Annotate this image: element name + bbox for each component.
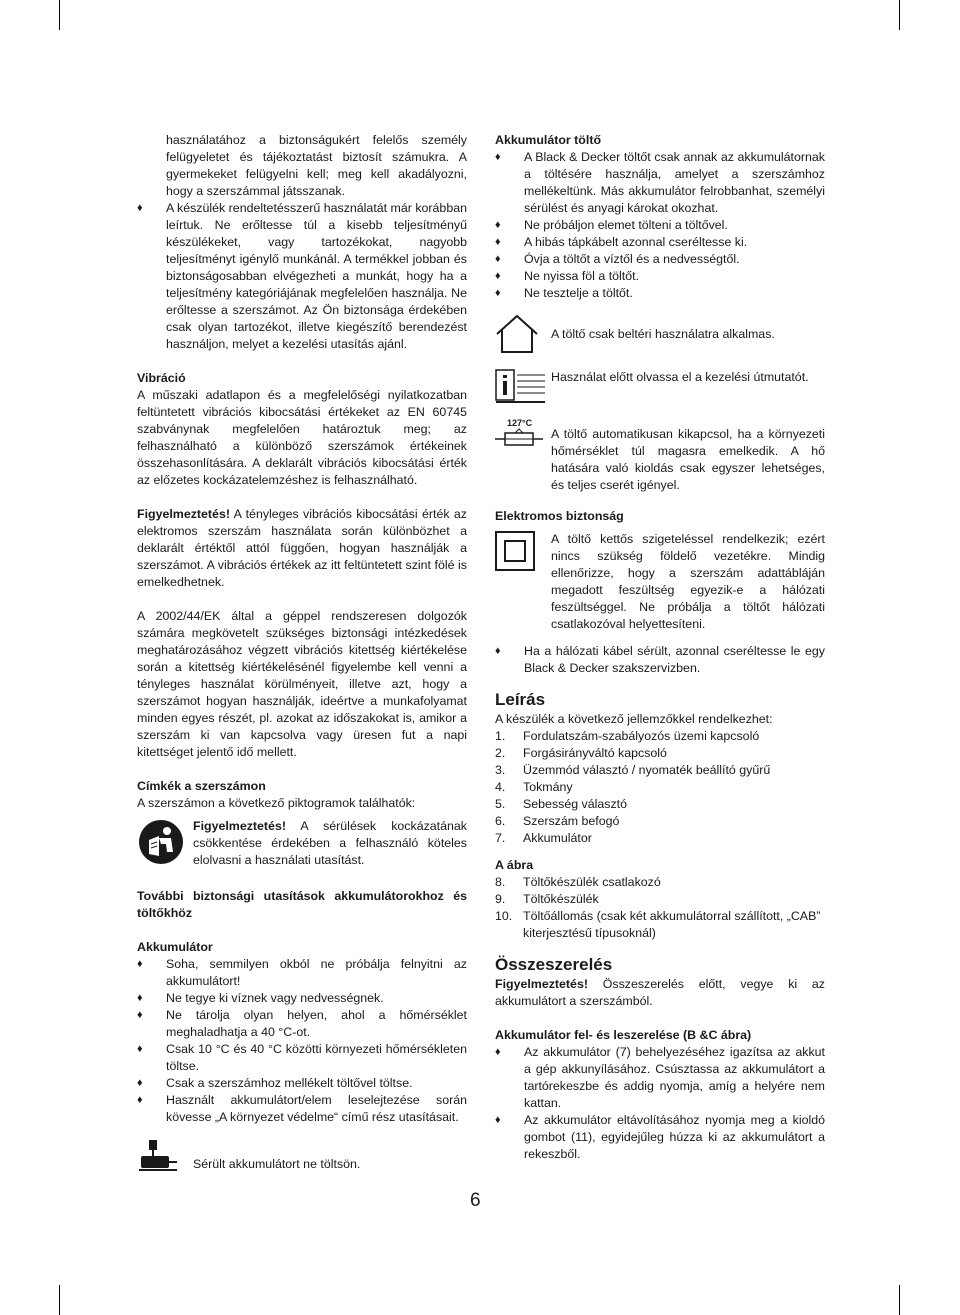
- list-item: ♦ A Black & Decker töltőt csak annak az akkumulátornak a töltésére használja, amelyet a szerszámhoz mellékeltünk. Más akkumulátor felrobbanhat, személyi sérülést és anyagi károkat okozhat.: [495, 149, 825, 217]
- figure-heading: A ábra: [495, 858, 534, 872]
- list-item: ♦ Használt akkumulátort/elem leselejtezése során kövesse „A környezet védelme“ című rész utasításait.: [137, 1092, 467, 1126]
- double-insulation-row: [495, 531, 825, 633]
- thermal-row: [495, 418, 825, 494]
- thermal-text: A töltő automatikusan kikapcsol, ha a környezeti hőmérséklet túl magasra emelkedik. A hő hatására való kioldás csak egyszer lehetséges, és teljes cserét igényel.: [551, 427, 825, 492]
- list-item: 9. Töltőkészülék: [495, 892, 599, 906]
- warning-text: Összeszerelés előtt, vegye ki az akkumulátort a szerszámból.: [495, 977, 825, 1008]
- battery-heading: Akkumulátor: [137, 940, 213, 954]
- electrical-safety-heading: Elektromos biztonság: [495, 509, 624, 523]
- list-item: 6. Szerszám befogó: [495, 814, 620, 828]
- labels-text: A szerszámon a következő piktogramok találhatók:: [137, 796, 416, 810]
- house-icon: [495, 314, 551, 359]
- list-item: 3. Üzemmód választó / nyomaték beállító gyűrű: [495, 763, 771, 777]
- crop-mark: [59, 0, 60, 30]
- description-intro: A készülék a következő jellemzőkkel rendelkezhet:: [495, 712, 773, 726]
- indoor-row: [495, 314, 825, 359]
- read-manual-row: [495, 369, 825, 410]
- thermal-label: 127°C: [507, 418, 533, 428]
- intro-paragraph: használatához a biztonságukért felelős személy felügyeletet és tájékoztatást biztosít számukra. A gyermekeket felügyelni kell; meg kell akadályozni, hogy a szerszámmal játsszanak.: [166, 133, 467, 198]
- extra-safety-heading: További biztonsági utasítások akkumulátorokhoz és töltőkhöz: [137, 889, 467, 920]
- vibration-heading: Vibráció: [137, 371, 186, 385]
- list-item: 7. Akkumulátor: [495, 831, 592, 845]
- usage-bullets: [137, 200, 467, 353]
- manual-warning-text: [193, 818, 467, 869]
- battery-fit-bullets: [495, 1044, 825, 1163]
- battery-fit-heading: Akkumulátor fel- és leszerelése (B &C ábra): [495, 1028, 752, 1042]
- figure-list: [495, 874, 825, 942]
- list-item: ♦ Óvja a töltőt a víztől és a nedvességtől.: [495, 251, 825, 268]
- list-item: 5. Sebesség választó: [495, 797, 628, 811]
- list-item: ♦ Ne tárolja olyan helyen, ahol a hőmérséklet meghaladhatja a 40 °C-ot.: [137, 1007, 467, 1041]
- list-item: ♦ Soha, semmilyen okból ne próbálja felnyitni az akkumulátort!: [137, 956, 467, 990]
- list-item: ♦ A készülék rendeltetésszerű használatát már korábban leírtuk. Ne erőltesse túl a kisebb teljesítményű készülékeket, vagy tartozékokat, nagyobb teljesítményt igénylő munkánál. A termékkel jobban és biztonságosabban elvégezheti a munkát, hogy ha a teljesítmény kategóriájának megfelelően használja. Ne erőltesse a szerszámot. Az Ön biztonsága érdekében csak olyan tartozékot, illetve kiegészítő berendezést használjon, melyet a kezelési utasítás ajánl.: [137, 200, 467, 353]
- battery-bullets: [137, 956, 467, 1126]
- warning-label: Figyelmeztetés!: [495, 977, 588, 991]
- list-item: 8. Töltőkészülék csatlakozó: [495, 875, 661, 889]
- thermal-fuse-icon: [495, 418, 551, 455]
- indoor-text: A töltő csak beltéri használatra alkalmas.: [551, 327, 775, 341]
- list-item: ♦ Ha a hálózati kábel sérült, azonnal cseréltesse le egy Black & Decker szakszervizben.: [495, 643, 825, 677]
- list-item: ♦ Csak a szerszámhoz mellékelt töltővel töltse.: [137, 1075, 467, 1092]
- electrical-bullets: [495, 643, 825, 677]
- list-item: ♦ Az akkumulátor (7) behelyezéséhez igazítsa az akkut a gép akkunyílásához. Csúsztassa az akkumulátort a tartórekeszbe és addig nyomja, amíg a helyére nem kattan.: [495, 1044, 825, 1112]
- info-book-icon: [495, 369, 551, 410]
- warning-text: A sérülések kockázatának csökkentése érdekében a felhasználó köteles elolvasni a használati utasítást.: [193, 819, 467, 867]
- warning-label: Figyelmeztetés!: [193, 819, 286, 833]
- electrical-text: A töltő kettős szigeteléssel rendelkezik; ezért nincs szükség földelő vezetékre. Mindig ellenőrizze, hogy a szerszám adattábláján megadott feszültség egyezik-e a hálózati feszültséggel. Ne próbálja a töltőt hálózati csatlakozóval helyettesíteni.: [551, 532, 825, 631]
- list-item: ♦ Ne nyissa föl a töltőt.: [495, 268, 825, 285]
- list-item: ♦ Csak 10 °C és 40 °C közötti környezeti hőmérsékleten töltse.: [137, 1041, 467, 1075]
- damaged-battery-icon: [137, 1136, 193, 1181]
- vibration-text: A műszaki adatlapon és a megfelelőségi nyilatkozatban feltüntetett vibrációs kibocsátási értékeket az EN 60745 szabványnak megfelelően határoztuk meg; az felhasználható a különböző szerszámok értékeinek összehasonlítására. A deklarált vibrációs kibocsátási érték az előzetes kockázatelemzéshez is felhasználható.: [137, 388, 467, 487]
- crop-mark: [59, 1285, 60, 1315]
- manual-warning-row: [137, 818, 467, 871]
- crop-mark: [899, 0, 900, 30]
- list-item: ♦ Ne próbáljon elemet tölteni a töltővel.: [495, 217, 825, 234]
- double-insulation-icon: [495, 531, 551, 576]
- left-column: [137, 132, 467, 1181]
- vibration-warning: [137, 506, 467, 591]
- read-manual-icon: [137, 818, 193, 871]
- damaged-battery-row: [137, 1136, 467, 1181]
- charger-heading: Akkumulátor töltő: [495, 133, 602, 147]
- list-item: 4. Tokmány: [495, 780, 573, 794]
- assembly-warning: [495, 976, 825, 1010]
- list-item: 2. Forgásirányváltó kapcsoló: [495, 746, 667, 760]
- description-heading: Leírás: [495, 690, 546, 709]
- directive-text: A 2002/44/EK által a géppel rendszeresen dolgozók számára megkövetelt szükséges biztonsági intézkedések meghatározásához végzett vibrációs kitettség kiértékelése során a kitettség kiértékelésénél figyelembe kell venni a tényleges használat körülményeit, illetve azt, hogy a szerszámot hogyan használják, ideértve a munkafolyamat minden egyes részét, pl. azokat az időszakokat is, amikor a szerszám ki van kapcsolva vagy üresen fut a napi kitettséget jelentő idő mellett.: [137, 609, 467, 759]
- list-item: 10. Töltőállomás (csak két akkumulátorral szállított, „CAB” kiterjesztésű típusoknál): [495, 909, 821, 940]
- description-list: [495, 728, 825, 847]
- warning-label: Figyelmeztetés!: [137, 507, 230, 521]
- damaged-battery-text: Sérült akkumulátort ne töltsön.: [193, 1157, 361, 1171]
- crop-mark: [899, 1285, 900, 1315]
- page-number: 6: [470, 1190, 481, 1211]
- charger-bullets: [495, 149, 825, 302]
- warning-text: A tényleges vibrációs kibocsátási érték az elektromos szerszám használata során különbözhet a deklarált értéktől attól függően, hogyan használják a szerszámot. A vibrációs értékek az itt feltüntetett szint fölé is emelkedhetnek.: [137, 507, 467, 589]
- right-column: [495, 132, 825, 1163]
- assembly-heading: Összeszerelés: [495, 955, 613, 974]
- read-manual-text: Használat előtt olvassa el a kezelési útmutatót.: [551, 370, 809, 384]
- list-item: ♦ Ne tegye ki víznek vagy nedvességnek.: [137, 990, 467, 1007]
- list-item: ♦ Az akkumulátor eltávolításához nyomja meg a kioldó gombot (11), egyidejűleg húzza ki az akkumulátort a rekeszből.: [495, 1112, 825, 1163]
- list-item: ♦ A hibás tápkábelt azonnal cseréltesse ki.: [495, 234, 825, 251]
- list-item: 1. Fordulatszám-szabályozós üzemi kapcsoló: [495, 729, 760, 743]
- labels-heading: Címkék a szerszámon: [137, 779, 266, 793]
- list-item: ♦ Ne tesztelje a töltőt.: [495, 285, 825, 302]
